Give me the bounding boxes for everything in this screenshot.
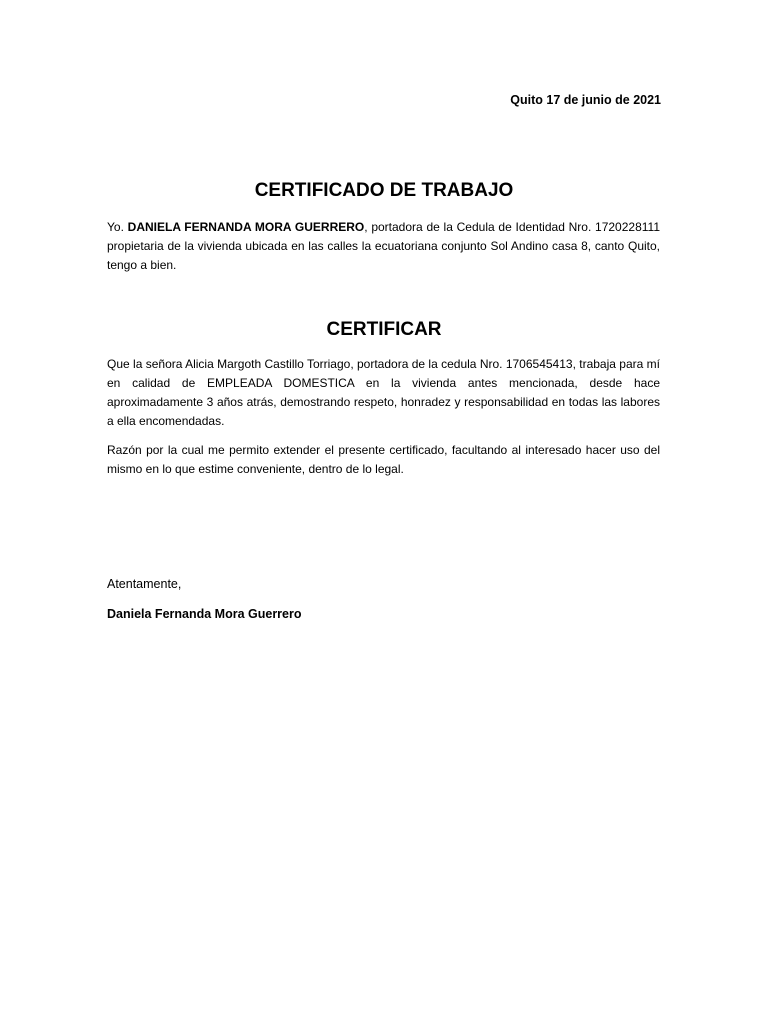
document-date: Quito 17 de junio de 2021: [510, 93, 661, 107]
intro-paragraph: [107, 218, 660, 275]
body-paragraph-2: Razón por la cual me permito extender el presente certificado, facultando al interesado hacer uso del mismo en lo que estime conveniente, dentro de lo legal.: [107, 443, 660, 476]
document-title: CERTIFICADO DE TRABAJO: [254, 180, 514, 201]
section-heading: CERTIFICAR: [326, 319, 442, 340]
intro-prefix: Yo.: [107, 220, 128, 234]
intro-rest: , portadora de la Cedula de Identidad Nro. 1720228111 propietaria de la vivienda ubicada en las calles la ecuatoriana conjunto Sol Andino casa 8, canto Quito, tengo a bien.: [107, 220, 660, 272]
issuer-name: DANIELA FERNANDA MORA GUERRERO: [127, 220, 365, 234]
body-paragraph-1: Que la señora Alicia Margoth Castillo Torriago, portadora de la cedula Nro. 1706545413, trabaja para mí en calidad de EMPLEADA DOMESTICA en la vivienda antes mencionada, desde hace aproximadamente 3 años atrás, demostrando respeto, honradez y responsabilidad en todas las labores a ella encomendadas.: [107, 357, 660, 428]
signer-name: Daniela Fernanda Mora Guerrero: [107, 607, 302, 621]
closing-salutation: Atentamente,: [107, 577, 182, 591]
